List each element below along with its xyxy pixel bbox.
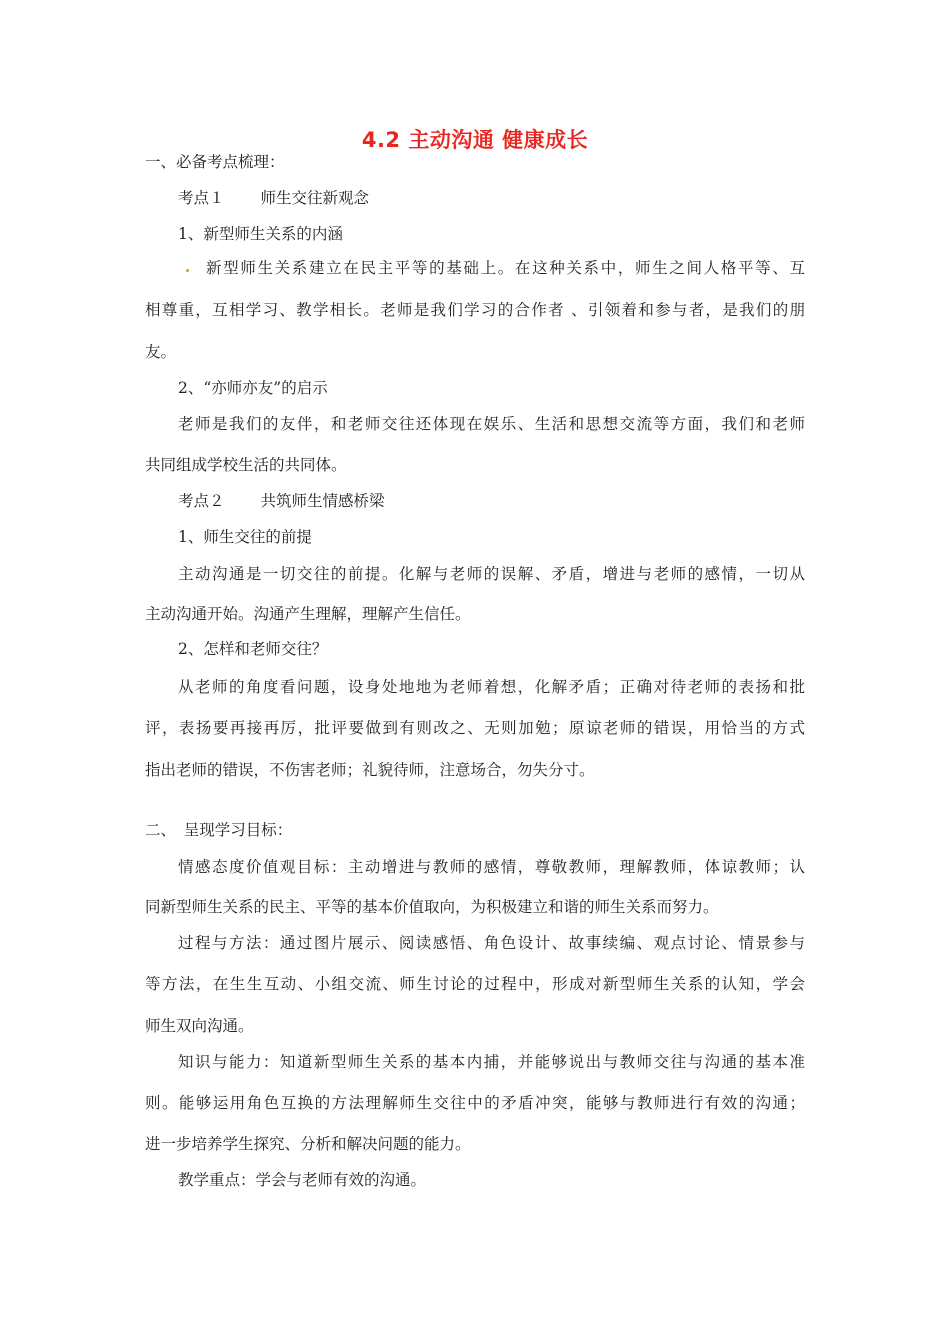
goal-2-line-1: 过程与方法：通过图片展示、阅读感悟、角色设计、故事续编、观点讨论、情景参与 bbox=[178, 934, 805, 952]
marker-dot bbox=[186, 269, 189, 272]
kaodian-1-heading bbox=[178, 188, 369, 208]
goal-1-line-2: 同新型师生关系的民主、平等的基本价值取向，为积极建立和谐的师生关系而努力。 bbox=[145, 898, 719, 916]
k2-para-2-line-2: 评，表扬要再接再厉，批评要做到有则改之、无则加勉；原谅老师的错误，用恰当的方式 bbox=[145, 719, 805, 737]
goal-3-line-2: 则。能够运用角色互换的方法理解师生交往中的矛盾冲突，能够与教师进行有效的沟通； bbox=[145, 1094, 805, 1112]
goal-2-line-2: 等方法，在生生互动、小组交流、师生讨论的过程中，形成对新型师生关系的认知，学会 bbox=[145, 975, 805, 993]
kaodian-2-heading bbox=[178, 491, 385, 511]
k1-para-1-line-1: 新型师生关系建立在民主平等的基础上。在这种关系中，师生之间人格平等、互 bbox=[206, 259, 805, 277]
k1-subheading-1: 1、新型师生关系的内涵 bbox=[178, 225, 343, 243]
kaodian-2-title: 共筑师生情感桥梁 bbox=[260, 492, 385, 510]
k2-para-2-line-3: 指出老师的错误，不伤害老师；礼貌待师，注意场合，勿失分寸。 bbox=[145, 761, 595, 779]
kaodian-1-title: 师生交往新观念 bbox=[260, 189, 370, 207]
k2-para-2-line-1: 从老师的角度看问题，设身处地地为老师着想，化解矛盾；正确对待老师的表扬和批 bbox=[178, 678, 805, 696]
goal-3-line-1: 知识与能力：知道新型师生关系的基本内捕，并能够说出与教师交往与沟通的基本准 bbox=[178, 1053, 805, 1071]
k1-para-1-line-3: 友。 bbox=[145, 343, 177, 361]
k1-subheading-2: 2、“亦师亦友”的启示 bbox=[178, 379, 328, 397]
k2-subheading-1: 1、师生交往的前提 bbox=[178, 528, 312, 546]
goal-3-line-3: 进一步培养学生探究、分析和解决问题的能力。 bbox=[145, 1135, 471, 1153]
kaodian-2-label: 考点２ bbox=[178, 492, 225, 510]
k1-para-2-line-1: 老师是我们的友伴，和老师交往还体现在娱乐、生活和思想交流等方面，我们和老师 bbox=[178, 415, 805, 433]
k2-para-1-line-2: 主动沟通开始。沟通产生理解，理解产生信任。 bbox=[145, 605, 471, 623]
goal-2-line-3: 师生双向沟通。 bbox=[145, 1017, 254, 1035]
kaodian-1-label: 考点１ bbox=[178, 189, 225, 207]
k1-para-1-line-2: 相尊重，互相学习、教学相长。老师是我们学习的合作者 、引领着和参与者，是我们的朋 bbox=[145, 301, 805, 319]
section-2-heading: 二、 呈现学习目标： bbox=[145, 821, 293, 839]
k1-para-2-line-2: 共同组成学校生活的共同体。 bbox=[145, 456, 347, 474]
section-1-heading: 一、必备考点梳理： bbox=[145, 153, 285, 171]
k2-para-1-line-1: 主动沟通是一切交往的前提。化解与老师的误解、矛盾，增进与老师的感情，一切从 bbox=[178, 565, 805, 583]
goal-1-line-1: 情感态度价值观目标：主动增进与教师的感情，尊敬教师，理解教师，体谅教师；认 bbox=[178, 858, 805, 876]
goal-4-line-1: 教学重点：学会与老师有效的沟通。 bbox=[178, 1171, 427, 1189]
k2-subheading-2: 2、怎样和老师交往？ bbox=[178, 640, 328, 658]
page-title: 4.2 主动沟通 健康成长 bbox=[361, 128, 589, 152]
